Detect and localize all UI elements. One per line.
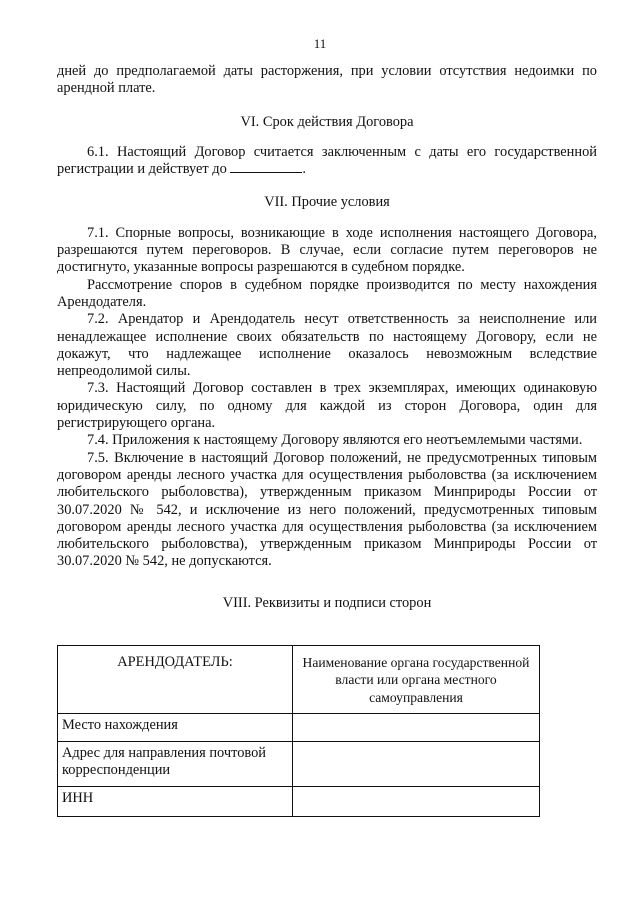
- inn-label-cell: ИНН: [58, 787, 293, 817]
- location-label-cell: Место нахождения: [58, 714, 293, 742]
- requisites-table: [57, 645, 540, 817]
- intro-paragraph: дней до предполагаемой даты расторжения, при условии отсутствия недоимки по арендной плате.: [57, 63, 597, 97]
- mailing-address-value-cell: [293, 742, 540, 787]
- clause-7-5: 7.5. Включение в настоящий Договор положений, не предусмотренных типовым договором аренды лесного участка для осуществления рыболовства (за исключением любительского рыболовства), утвержденным приказом Минприроды России от 30.07.2020 № 542, и исключение из него положений, предусмотренных типовым договором аренды лесного участка для осуществления рыболовства (за исключением любительского рыболовства), утвержденным приказом Минприроды России от 30.07.2020 № 542, не допускаются.: [57, 449, 597, 570]
- table-row: [58, 787, 540, 817]
- lessor-label-cell: АРЕНДОДАТЕЛЬ:: [58, 646, 293, 714]
- clause-6-1: [57, 144, 597, 179]
- section-6-heading: VI. Срок действия Договора: [240, 113, 414, 130]
- table-row: [58, 714, 540, 742]
- clause-6-1-text: 6.1. Настоящий Договор считается заключенным с даты его государственной регистрации и действует до: [57, 143, 597, 178]
- mailing-address-label-cell: Адрес для направления почтовой корреспонденции: [58, 742, 293, 787]
- clause-7-1: 7.1. Спорные вопросы, возникающие в ходе исполнения настоящего Договора, разрешаются путем переговоров. В случае, если согласие путем переговоров не достигнуто, указанные вопросы разрешаются в судебном порядке.: [57, 224, 597, 276]
- clause-7-4: 7.4. Приложения к настоящему Договору являются его неотъемлемыми частями.: [87, 432, 583, 449]
- term-blank-line: [230, 172, 302, 173]
- table-row: [58, 742, 540, 787]
- table-header-row: [58, 646, 540, 714]
- section-7-heading: VII. Прочие условия: [264, 194, 390, 211]
- inn-value-cell: [293, 787, 540, 817]
- page-number: 11: [313, 36, 327, 51]
- clause-6-1-end: .: [302, 161, 307, 178]
- clause-7-1-venue: Рассмотрение споров в судебном порядке производится по месту нахождения Арендодателя.: [57, 276, 597, 310]
- document-body: [57, 63, 597, 628]
- clause-7-3: 7.3. Настоящий Договор составлен в трех экземплярах, имеющих одинаковую юридическую силу, по одному для каждой из сторон Договора, один для регистрирующего органа.: [57, 380, 597, 432]
- clause-7-2: 7.2. Арендатор и Арендодатель несут ответственность за неисполнение или ненадлежащее исполнение своих обязательств по настоящему Договору, если не докажут, что надлежащее исполнение оказалось невозможным вследствие непреодолимой силы.: [57, 311, 597, 380]
- section-8-heading: VIII. Реквизиты и подписи сторон: [222, 594, 432, 611]
- location-value-cell: [293, 714, 540, 742]
- authority-name-cell: Наименование органа государственной власти или органа местного самоуправления: [293, 646, 540, 714]
